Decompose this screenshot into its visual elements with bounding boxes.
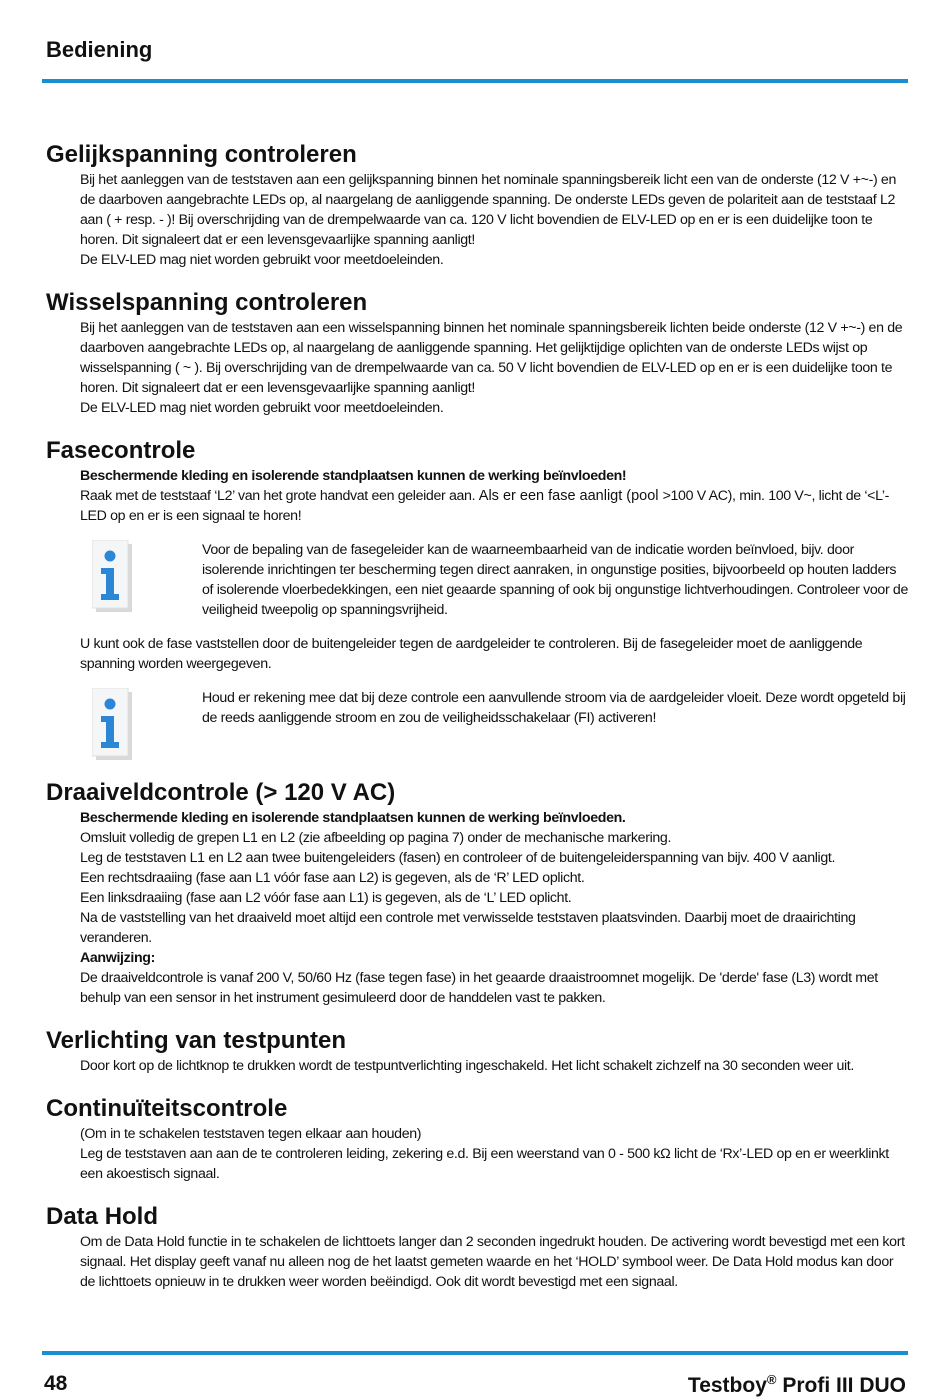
header-rule bbox=[42, 79, 908, 83]
registered-mark: ® bbox=[766, 1372, 777, 1387]
product-name: Profi III DUO bbox=[776, 1374, 906, 1397]
section-continuiteit bbox=[46, 1094, 908, 1184]
info-note bbox=[92, 688, 908, 760]
section-title: Gelijkspanning controleren bbox=[46, 141, 357, 168]
paragraph: Bij het aanleggen van de teststaven aan een gelijkspanning binnen het nominale spanningsbereik licht een van de onderste (12 V +~-) en de daarboven aangebrachte LEDs op, al naargelang de aanliggende spanning. De onderste LEDs geven de polariteit aan de teststaaf L2 aan ( + resp. - )! Bij overschrijding van de drempelwaarde van ca. 120 V licht bovendien de ELV-LED op en er is een duidelijke toon te horen. Dit signaleert dat er een levensgevaarlijke spanning aanligt! bbox=[80, 172, 896, 248]
paragraph: Een linksdraaiing (fase aan L2 vóór fase aan L1) is gegeven, als de ‘L’ LED oplicht. bbox=[80, 890, 572, 906]
paragraph: Na de vaststelling van het draaiveld moet altijd een controle met verwisselde teststaven plaatsvinden. Daarbij moet de draairichting veranderen. bbox=[80, 910, 856, 946]
paragraph: Om de Data Hold functie in te schakelen de lichttoets langer dan 2 seconden ingedrukt houden. De activering wordt bevestigd met een kort signaal. Het display geeft vanaf nu alleen nog de het laatst gemeten waarde en het ‘HOLD’ symbool weer. De Data Hold modus kan door de lichttoets opnieuw in te drukken weer worden beëindigd. Ook dit wordt bevestigd met een signaal. bbox=[80, 1234, 905, 1290]
info-icon bbox=[92, 540, 132, 612]
paragraph: U kunt ook de fase vaststellen door de buitengeleider tegen de aardgeleider te controleren. Bij de fasegeleider moet de aanliggende spanning worden weergegeven. bbox=[80, 636, 863, 672]
section-title: Verlichting van testpunten bbox=[46, 1027, 347, 1054]
paragraph: Leg de teststaven L1 en L2 aan twee buitengeleiders (fasen) en controleer of de buitengeleiderspanning van bijv. 400 V aanligt. bbox=[80, 850, 836, 866]
section-title: Fasecontrole bbox=[46, 437, 196, 464]
paragraph: De ELV-LED mag niet worden gebruikt voor meetdoeleinden. bbox=[80, 400, 444, 416]
info-icon bbox=[92, 688, 132, 760]
paragraph: Omsluit volledig de grepen L1 en L2 (zie afbeelding op pagina 7) onder de mechanische markering. bbox=[80, 830, 672, 846]
section-fasecontrole bbox=[46, 436, 908, 760]
paragraph: Leg de teststaven aan aan de te controleren leiding, zekering e.d. Bij een weerstand van 0 - 500 kΩ licht de ‘Rx’-LED op en er weerklinkt een akoestisch signaal. bbox=[80, 1146, 889, 1182]
section-title: Draaiveldcontrole (> 120 V AC) bbox=[46, 779, 396, 806]
paragraph-part: >100 V AC), min. 100 V~, licht de ‘<L’-LED op en er is een signaal te horen! bbox=[80, 488, 890, 524]
paragraph: De ELV-LED mag niet worden gebruikt voor meetdoeleinden. bbox=[80, 252, 444, 268]
paragraph: Bij het aanleggen van de teststaven aan een wisselspanning binnen het nominale spanningsbereik lichten beide onderste (12 V +~-) en de daarboven aangebrachte LEDs op, al naargelang de aanliggende spanning. Het gelijktijdige oplichten van de onderste LEDs wijst op wisselspanning ( ~ ). Bij overschrijding van de drempelwaarde van ca. 50 V licht bovendien de ELV-LED op en er is een duidelijke toon te horen. Dit signaleert dat er een levensgevaarlijke spanning aanligt! bbox=[80, 320, 903, 396]
info-note bbox=[92, 540, 908, 620]
section-wisselspanning bbox=[46, 288, 908, 418]
warning-text: Beschermende kleding en isolerende standplaatsen kunnen de werking beïnvloeden! bbox=[80, 468, 627, 484]
note-text: Voor de bepaling van de fasegeleider kan de waarneembaarheid van de indicatie worden beïnvloed, bijv. door isolerende inrichtingen ter bescherming tegen direct aanraken, in ongunstige posities, bijvoorbeeld op houten ladders of isolerende vloerbedekkingen, een niet geaarde spanning of ook bij ongunstige lichtverhoudingen. Controleer voor de veiligheid tweepolig op spanningsvrijheid. bbox=[202, 542, 908, 618]
page-content bbox=[46, 140, 908, 1310]
paragraph: Door kort op de lichtknop te drukken wordt de testpuntverlichting ingeschakeld. Het licht schakelt zichzelf na 30 seconden weer uit. bbox=[80, 1058, 854, 1074]
paragraph: (Om in te schakelen teststaven tegen elkaar aan houden) bbox=[80, 1126, 422, 1142]
paragraph-part: Raak met de teststaaf ‘L2’ van het grote handvat een geleider aan. bbox=[80, 488, 479, 504]
section-draaiveldcontrole bbox=[46, 778, 908, 1008]
footer-rule bbox=[42, 1351, 908, 1355]
section-gelijkspanning bbox=[46, 140, 908, 270]
section-title: Data Hold bbox=[46, 1203, 159, 1230]
page-number: 48 bbox=[44, 1372, 68, 1395]
paragraph: De draaiveldcontrole is vanaf 200 V, 50/60 Hz (fase tegen fase) in het geaarde draaistroomnet mogelijk. De 'derde' fase (L3) wordt met behulp van een sensor in het instrument gesimuleerd door de handdelen vast te pakken. bbox=[80, 970, 878, 1006]
note-text: Houd er rekening mee dat bij deze controle een aanvullende stroom via de aardgeleider vloeit. Deze wordt opgeteld bij de reeds aanliggende stroom en zou de veiligheidsschakelaar (FI) activeren! bbox=[202, 690, 906, 726]
section-title: Wisselspanning controleren bbox=[46, 289, 368, 316]
section-title: Continuïteitscontrole bbox=[46, 1095, 288, 1122]
section-verlichting bbox=[46, 1026, 908, 1076]
paragraph-part: Als er een fase aanligt (pool bbox=[478, 488, 663, 504]
paragraph: Een rechtsdraaiing (fase aan L1 vóór fase aan L2) is gegeven, als de ‘R’ LED oplicht. bbox=[80, 870, 585, 886]
note-label: Aanwijzing: bbox=[80, 950, 155, 966]
footer-brand bbox=[688, 1372, 906, 1398]
paragraph bbox=[80, 486, 908, 526]
section-data-hold bbox=[46, 1202, 908, 1292]
warning-text: Beschermende kleding en isolerende standplaatsen kunnen de werking beïnvloeden. bbox=[80, 810, 626, 826]
page-header-title: Bediening bbox=[46, 37, 153, 62]
brand-name: Testboy bbox=[687, 1374, 767, 1397]
